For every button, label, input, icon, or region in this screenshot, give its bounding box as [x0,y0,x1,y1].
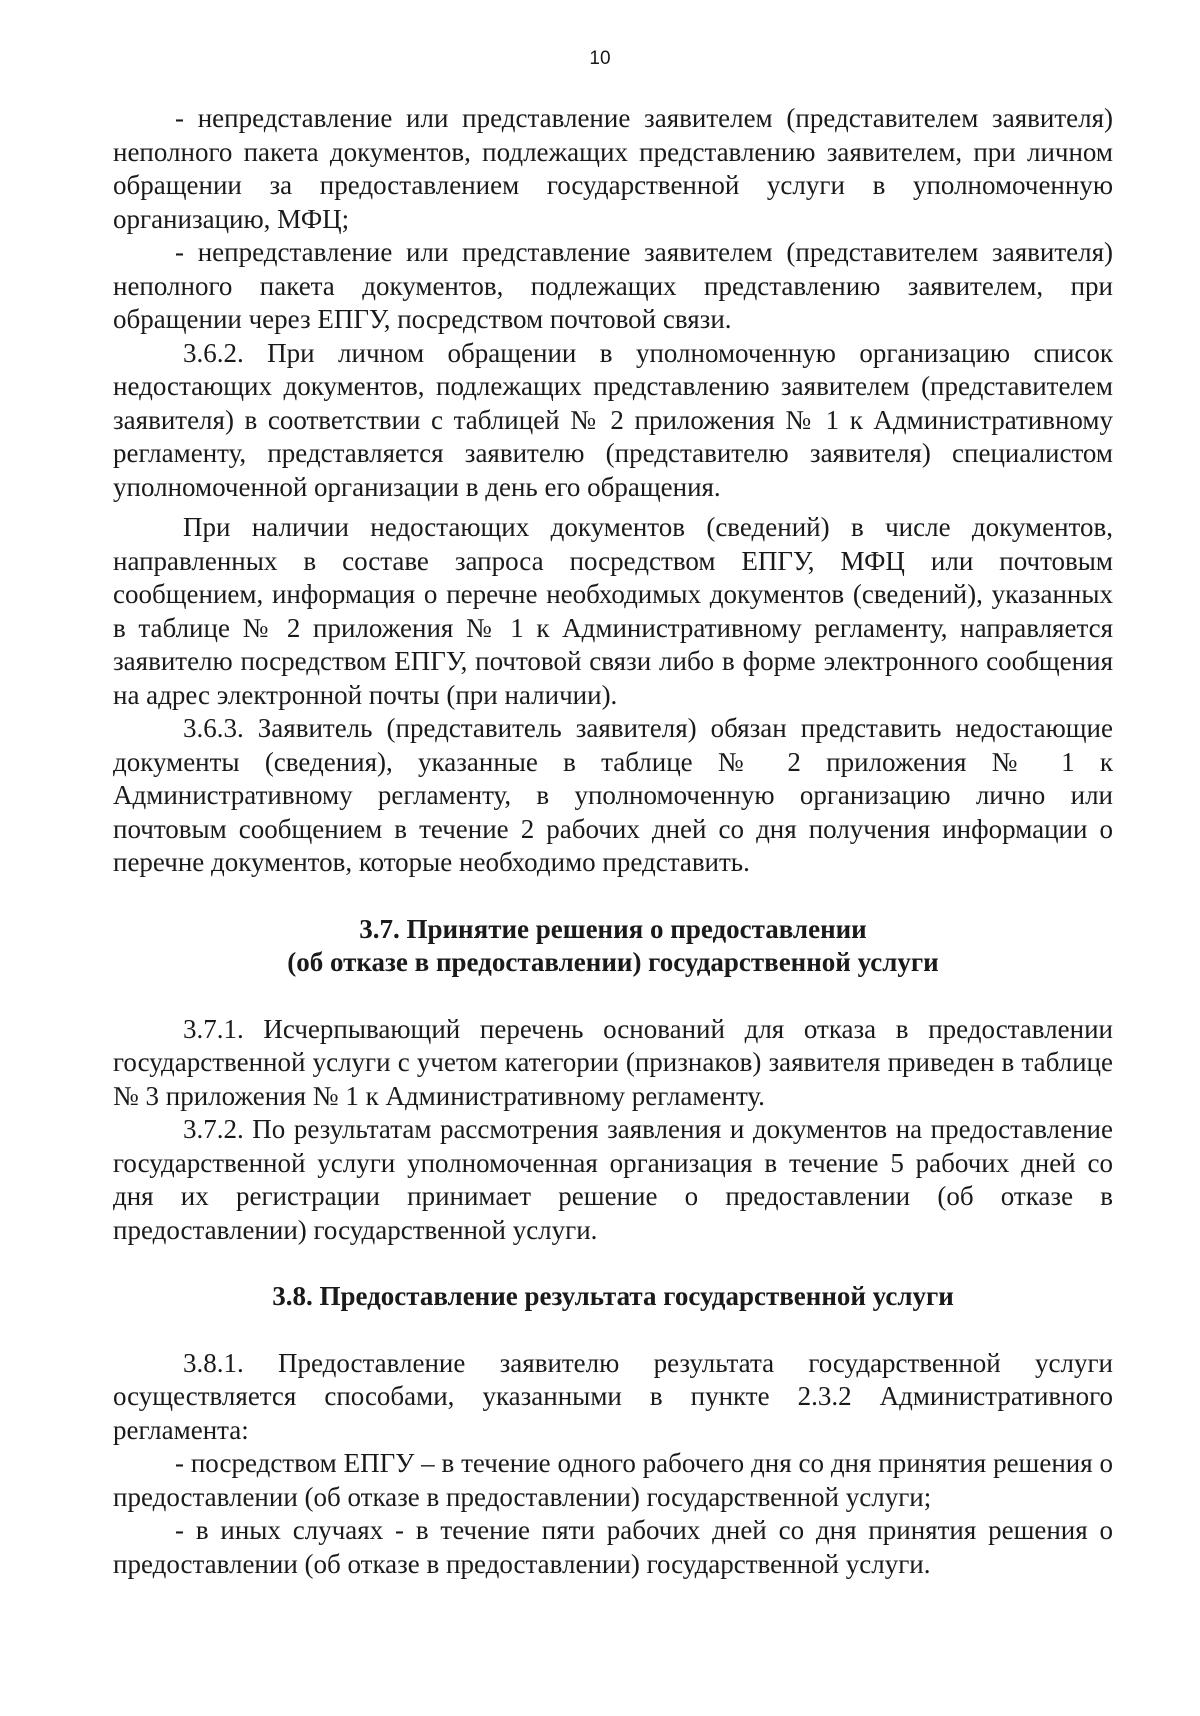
paragraph: 3.8.1. Предоставление заявителю результата государственной услуги осуществляется способами, указанными в пункте 2.3.2 Административного регламента: [113,1347,1113,1445]
paragraph: 3.6.3. Заявитель (представитель заявителя) обязан представить недостающие документы (сведения), указанные в таблице № 2 приложения № 1 к Административному регламенту, в уполномоченную организацию лично или почтовым сообщением в течение 2 рабочих дней со дня получения информации о перечне документов, которые необходимо представить. [113,713,1113,877]
paragraph: - непредставление или представление заявителем (представителем заявителя) неполного пакета документов, подлежащих представлению заявителем, при обращении через ЕПГУ, посредством почтовой связи. [113,237,1113,334]
heading-line: 3.7. Принятие решения о предоставлении [359,913,867,944]
paragraph: - в иных случаях - в течение пяти рабочих дней со дня принятия решения о предоставлении (об отказе в предоставлении) государственной услуги. [113,1515,1113,1579]
document-body [113,102,1113,1581]
section-heading-3-7 [113,913,1113,980]
paragraph: 3.7.2. По результатам рассмотрения заявления и документов на предоставление государственной услуги уполномоченная организация в течение 5 рабочих дней со дня их регистрации принимает решение о предоставлении (об отказе в предоставлении) государственной услуги. [113,1114,1113,1245]
paragraph: 3.6.2. При личном обращении в уполномоченную организацию список недостающих документов, подлежащих представлению заявителем (представителем заявителя) в соответствии с таблицей № 2 приложения № 1 к Административному регламенту, представляется заявителю (представителю заявителя) специалистом уполномоченной организации в день его обращения. [113,337,1113,502]
section-heading-3-8: 3.8. Предоставление результата государственной услуги [272,1281,954,1311]
heading-line: (об отказе в предоставлении) государственной услуги [287,947,939,977]
paragraph: - непредставление или представление заявителем (представителем заявителя) неполного пакета документов, подлежащих представлению заявителем, при личном обращении за предоставлением государственной услуги в уполномоченную организацию, МФЦ; [113,103,1113,234]
paragraph: - посредством ЕПГУ – в течение одного рабочего дня со дня принятия решения о предоставлении (об отказе в предоставлении) государственной услуги; [113,1448,1113,1512]
paragraph: При наличии недостающих документов (сведений) в числе документов, направленных в составе запроса посредством ЕПГУ, МФЦ или почтовым сообщением, информация о перечне необходимых документов (сведений), указанных в таблице № 2 приложения № 1 к Административному регламенту, направляется заявителю посредством ЕПГУ, почтовой связи либо в форме электронного сообщения на адрес электронной почты (при наличии). [113,512,1113,710]
paragraph: 3.7.1. Исчерпывающий перечень оснований для отказа в предоставлении государственной услуги с учетом категории (признаков) заявителя приведен в таблице № 3 приложения № 1 к Административному регламенту. [113,1013,1113,1111]
page-number: 10 [589,48,611,69]
